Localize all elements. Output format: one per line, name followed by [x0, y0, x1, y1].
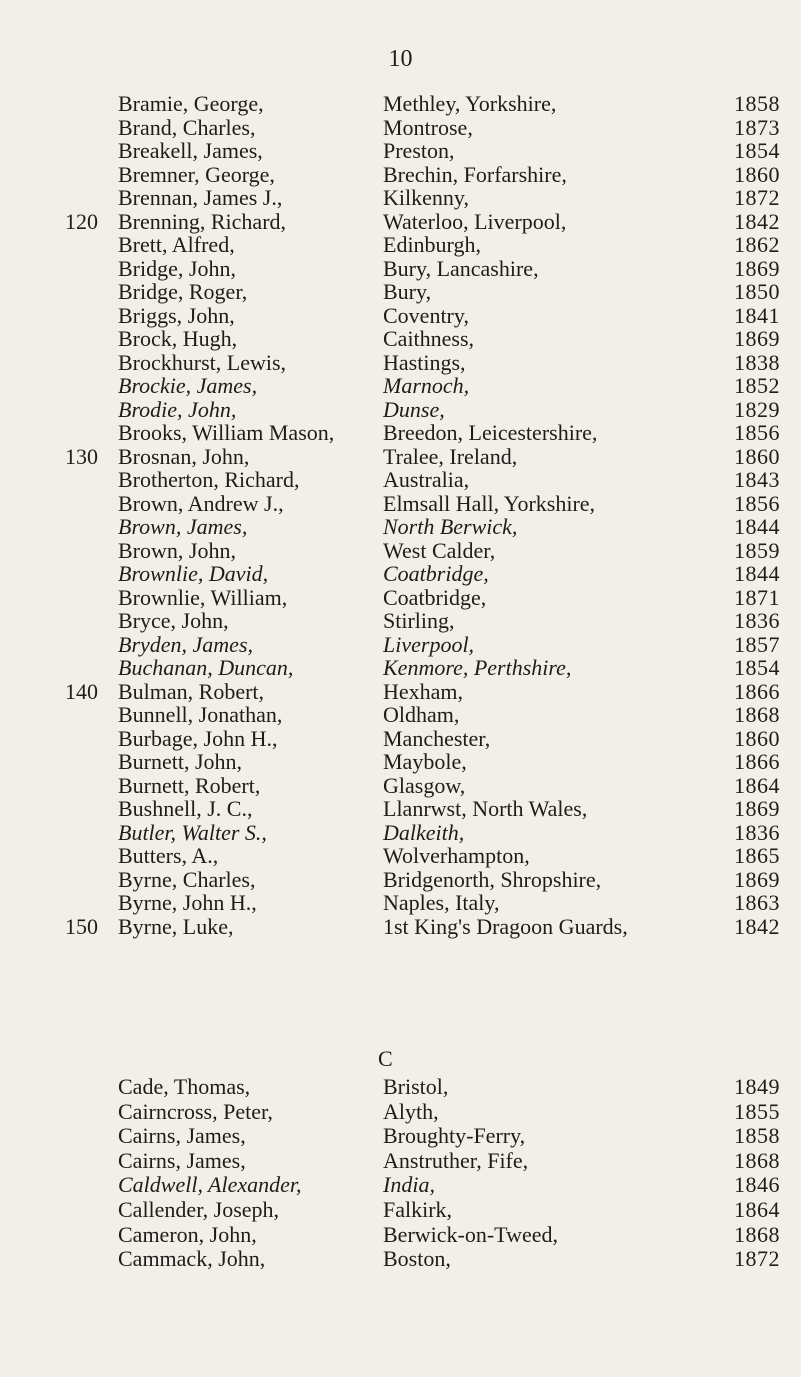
entry-year: 1862: [734, 232, 780, 257]
section-heading-c: C: [378, 1046, 393, 1071]
register-row: [0, 774, 801, 798]
birthplace: Oldham,: [383, 702, 460, 727]
register-row: [0, 327, 801, 351]
register-row: [0, 257, 801, 281]
person-name: Bryden, James,: [118, 631, 254, 657]
register-row: [0, 398, 801, 422]
birthplace: Brechin, Forfarshire,: [383, 161, 567, 187]
register-row: [0, 468, 801, 492]
register-row: [0, 1173, 801, 1198]
register-row: [0, 797, 801, 821]
birthplace: Bridgenorth, Shropshire,: [383, 866, 602, 892]
entry-number: 120: [65, 208, 98, 234]
person-name: Callender, Joseph,: [118, 1196, 280, 1222]
register-row: [0, 186, 801, 210]
register-row: [0, 163, 801, 187]
entry-number: 140: [65, 678, 98, 704]
entry-year: 1856: [734, 420, 780, 445]
person-name: Burbage, John H.,: [118, 725, 278, 751]
person-name: Byrne, Luke,: [118, 913, 234, 939]
person-name: Butler, Walter S.,: [118, 819, 267, 845]
person-name: Bridge, John,: [118, 255, 236, 281]
register-row: [0, 116, 801, 140]
birthplace: Dunse,: [383, 396, 445, 422]
person-name: Brett, Alfred,: [118, 232, 235, 257]
person-name: Brockhurst, Lewis,: [118, 349, 287, 375]
entry-year: 1869: [734, 796, 780, 821]
person-name: Bridge, Roger,: [118, 279, 248, 304]
entry-year: 1858: [734, 1123, 780, 1149]
register-row: [0, 139, 801, 163]
entry-year: 1863: [734, 890, 780, 915]
entry-year: 1829: [734, 396, 780, 422]
birthplace: Hastings,: [383, 349, 466, 375]
birthplace: Australia,: [383, 467, 470, 492]
birthplace: Elmsall Hall, Yorkshire,: [383, 490, 596, 516]
person-name: Bryce, John,: [118, 608, 229, 633]
birthplace: Bristol,: [383, 1074, 449, 1099]
register-row: [0, 92, 801, 116]
person-name: Cairns, James,: [118, 1123, 246, 1149]
entry-year: 1865: [734, 843, 780, 868]
entry-year: 1864: [734, 772, 780, 798]
entry-year: 1864: [734, 1196, 780, 1222]
page-number: 10: [388, 46, 413, 72]
register-row: [0, 374, 801, 398]
register-row: [0, 821, 801, 845]
register-row: [0, 1149, 801, 1174]
birthplace: Bury, Lancashire,: [383, 255, 539, 281]
entry-year: 1860: [734, 725, 780, 751]
birthplace: Manchester,: [383, 725, 491, 751]
birthplace: Dalkeith,: [383, 819, 465, 845]
entry-year: 1855: [734, 1098, 780, 1124]
entry-year: 1841: [734, 302, 780, 328]
entry-year: 1868: [734, 1147, 780, 1173]
entry-year: 1860: [734, 443, 780, 469]
entry-year: 1850: [734, 279, 780, 304]
birthplace: Boston,: [383, 1246, 451, 1272]
person-name: Brownlie, William,: [118, 584, 288, 610]
birthplace: Methley, Yorkshire,: [383, 91, 557, 116]
birthplace: Montrose,: [383, 114, 473, 140]
entry-year: 1869: [734, 866, 780, 892]
register-section-b: [0, 92, 801, 938]
person-name: Bremner, George,: [118, 161, 275, 187]
birthplace: Coventry,: [383, 302, 469, 328]
birthplace: West Calder,: [383, 537, 496, 563]
birthplace: Preston,: [383, 138, 455, 163]
person-name: Cammack, John,: [118, 1246, 266, 1272]
entry-year: 1871: [734, 584, 780, 610]
person-name: Brosnan, John,: [118, 443, 250, 469]
entry-year: 1836: [734, 819, 780, 845]
entry-year: 1838: [734, 349, 780, 375]
person-name: Brown, Andrew J.,: [118, 490, 284, 516]
register-row: [0, 1124, 801, 1149]
entry-year: 1842: [734, 208, 780, 234]
person-name: Bushnell, J. C.,: [118, 796, 253, 821]
register-row: [0, 586, 801, 610]
person-name: Buchanan, Duncan,: [118, 655, 294, 680]
entry-year: 1842: [734, 913, 780, 939]
birthplace: India,: [383, 1172, 435, 1198]
entry-year: 1854: [734, 138, 780, 163]
person-name: Bunnell, Jonathan,: [118, 702, 283, 727]
person-name: Brand, Charles,: [118, 114, 256, 140]
person-name: Butters, A.,: [118, 843, 219, 868]
register-row: [0, 609, 801, 633]
person-name: Briggs, John,: [118, 302, 235, 328]
person-name: Byrne, Charles,: [118, 866, 256, 892]
person-name: Brownlie, David,: [118, 561, 269, 586]
birthplace: Falkirk,: [383, 1196, 453, 1222]
entry-number: 150: [65, 913, 98, 939]
birthplace: Breedon, Leicestershire,: [383, 420, 598, 445]
register-row: [0, 656, 801, 680]
person-name: Cairncross, Peter,: [118, 1098, 273, 1124]
entry-year: 1873: [734, 114, 780, 140]
birthplace: Maybole,: [383, 749, 467, 774]
person-name: Burnett, Robert,: [118, 772, 261, 798]
entry-year: 1869: [734, 255, 780, 281]
entry-year: 1836: [734, 608, 780, 633]
register-row: [0, 421, 801, 445]
entry-number: 130: [65, 443, 98, 469]
person-name: Brodie, John,: [118, 396, 237, 422]
entry-year: 1859: [734, 537, 780, 563]
person-name: Cameron, John,: [118, 1221, 257, 1247]
register-row: [0, 1198, 801, 1223]
birthplace: Coatbridge,: [383, 561, 489, 586]
birthplace: Marnoch,: [383, 373, 470, 398]
register-row: [0, 727, 801, 751]
person-name: Brown, John,: [118, 537, 236, 563]
birthplace: Glasgow,: [383, 772, 466, 798]
register-section-c: [0, 1075, 801, 1272]
person-name: Brenning, Richard,: [118, 208, 287, 234]
person-name: Brown, James,: [118, 514, 248, 539]
entry-year: 1844: [734, 514, 780, 539]
birthplace: Kenmore, Perthshire,: [383, 655, 572, 680]
person-name: Brotherton, Richard,: [118, 467, 300, 492]
register-row: [0, 915, 801, 939]
entry-year: 1852: [734, 373, 780, 398]
register-row: [0, 515, 801, 539]
birthplace: 1st King's Dragoon Guards,: [383, 913, 628, 939]
person-name: Cairns, James,: [118, 1147, 246, 1173]
entry-year: 1868: [734, 1221, 780, 1247]
entry-year: 1872: [734, 1246, 780, 1272]
person-name: Bramie, George,: [118, 91, 264, 116]
entry-year: 1872: [734, 185, 780, 210]
person-name: Byrne, John H.,: [118, 890, 257, 915]
birthplace: Alyth,: [383, 1098, 439, 1124]
entry-year: 1844: [734, 561, 780, 586]
register-row: [0, 1075, 801, 1100]
person-name: Brock, Hugh,: [118, 326, 238, 351]
birthplace: Bury,: [383, 279, 432, 304]
register-row: [0, 233, 801, 257]
register-row: [0, 1223, 801, 1248]
entry-year: 1854: [734, 655, 780, 680]
register-row: [0, 680, 801, 704]
entry-year: 1849: [734, 1074, 780, 1099]
entry-year: 1843: [734, 467, 780, 492]
birthplace: Stirling,: [383, 608, 455, 633]
entry-year: 1856: [734, 490, 780, 516]
entry-year: 1868: [734, 702, 780, 727]
register-row: [0, 304, 801, 328]
register-row: [0, 445, 801, 469]
person-name: Brennan, James J.,: [118, 185, 283, 210]
register-row: [0, 633, 801, 657]
register-row: [0, 562, 801, 586]
birthplace: Hexham,: [383, 678, 464, 704]
birthplace: Llanrwst, North Wales,: [383, 796, 588, 821]
person-name: Caldwell, Alexander,: [118, 1172, 302, 1198]
birthplace: Tralee, Ireland,: [383, 443, 518, 469]
person-name: Bulman, Robert,: [118, 678, 265, 704]
birthplace: Berwick-on-Tweed,: [383, 1221, 559, 1247]
person-name: Breakell, James,: [118, 138, 263, 163]
birthplace: Anstruther, Fife,: [383, 1147, 529, 1173]
register-row: [0, 1247, 801, 1272]
register-row: [0, 280, 801, 304]
entry-year: 1866: [734, 678, 780, 704]
birthplace: North Berwick,: [383, 514, 518, 539]
register-row: [0, 492, 801, 516]
register-row: [0, 351, 801, 375]
birthplace: Broughty-Ferry,: [383, 1123, 526, 1149]
birthplace: Waterloo, Liverpool,: [383, 208, 567, 234]
birthplace: Wolverhampton,: [383, 843, 530, 868]
person-name: Cade, Thomas,: [118, 1074, 251, 1099]
register-row: [0, 891, 801, 915]
entry-year: 1857: [734, 631, 780, 657]
entry-year: 1866: [734, 749, 780, 774]
birthplace: Edinburgh,: [383, 232, 481, 257]
person-name: Brooks, William Mason,: [118, 420, 335, 445]
entry-year: 1860: [734, 161, 780, 187]
register-row: [0, 210, 801, 234]
person-name: Brockie, James,: [118, 373, 258, 398]
entry-year: 1846: [734, 1172, 780, 1198]
birthplace: Kilkenny,: [383, 185, 469, 210]
birthplace: Naples, Italy,: [383, 890, 500, 915]
birthplace: Caithness,: [383, 326, 475, 351]
register-row: [0, 703, 801, 727]
birthplace: Liverpool,: [383, 631, 475, 657]
person-name: Burnett, John,: [118, 749, 243, 774]
register-row: [0, 750, 801, 774]
register-row: [0, 1100, 801, 1125]
birthplace: Coatbridge,: [383, 584, 487, 610]
register-row: [0, 844, 801, 868]
register-row: [0, 868, 801, 892]
register-row: [0, 539, 801, 563]
entry-year: 1869: [734, 326, 780, 351]
entry-year: 1858: [734, 91, 780, 116]
